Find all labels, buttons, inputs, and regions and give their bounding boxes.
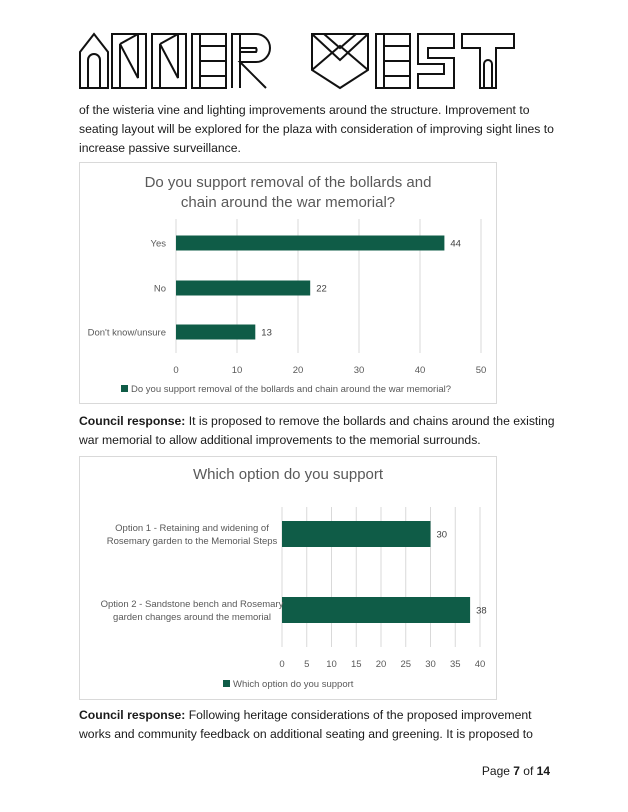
data-label: 44 xyxy=(450,238,461,250)
page-total: 14 xyxy=(536,764,550,778)
chart-title: Which option do you support xyxy=(192,466,384,483)
category-label: Rosemary garden to the Memorial Steps xyxy=(106,536,278,547)
x-tick-label: 35 xyxy=(449,659,461,670)
chart-title: chain around the war memorial? xyxy=(180,194,396,211)
council-response-2 xyxy=(79,706,559,744)
council-response-1 xyxy=(79,412,559,450)
category-label: garden changes around the memorial xyxy=(113,612,271,623)
council-response-text: Following heritage considerations of the proposed improvement works and community feedback on additional seating and greening. It is proposed to xyxy=(79,708,533,741)
bar xyxy=(176,325,255,340)
x-tick-label: 20 xyxy=(292,365,304,376)
page-current: 7 xyxy=(513,764,520,778)
x-tick-label: 30 xyxy=(425,659,436,670)
x-tick-label: 10 xyxy=(326,659,337,670)
bar xyxy=(282,597,470,623)
council-response-label: Council response: xyxy=(79,414,186,428)
inner-west-logo xyxy=(78,30,518,90)
data-label: 22 xyxy=(316,283,327,295)
intro-paragraph: of the wisteria vine and lighting improvements around the structure. Improvement to seating layout will be explored for the plaza with consideration of improving sight lines to increase passive surveillance. xyxy=(79,103,554,155)
bollards-chart-svg xyxy=(80,163,496,403)
bar xyxy=(282,521,431,547)
chart-bollards-removal xyxy=(79,162,497,404)
page-sep: of xyxy=(519,764,537,778)
council-response-text: It is proposed to remove the bollards and chains around the existing war memorial to allow additional improvements to the memorial surrounds. xyxy=(79,414,555,447)
x-tick-label: 40 xyxy=(414,365,426,376)
x-tick-label: 50 xyxy=(475,365,487,376)
x-tick-label: 15 xyxy=(350,659,362,670)
category-label: No xyxy=(153,283,166,295)
legend-label: Which option do you support xyxy=(233,679,354,690)
legend-swatch xyxy=(223,680,230,687)
legend-label: Do you support removal of the bollards and chain around the war memorial? xyxy=(131,384,452,395)
x-tick-label: 20 xyxy=(375,659,387,670)
x-tick-label: 40 xyxy=(474,659,486,670)
bar xyxy=(176,236,444,251)
x-tick-label: 10 xyxy=(231,365,243,376)
x-tick-label: 30 xyxy=(353,365,365,376)
chart-title: Do you support removal of the bollards and xyxy=(144,174,432,191)
x-tick-label: 0 xyxy=(279,659,285,670)
page-number xyxy=(482,764,550,778)
option-chart-svg xyxy=(80,457,496,699)
x-tick-label: 25 xyxy=(400,659,412,670)
council-response-label: Council response: xyxy=(79,708,186,722)
category-label: Option 1 - Retaining and widening of xyxy=(115,523,269,534)
data-label: 13 xyxy=(261,327,272,339)
chart-option-support xyxy=(79,456,497,700)
bar xyxy=(176,281,310,296)
x-tick-label: 5 xyxy=(304,659,310,670)
x-tick-label: 0 xyxy=(173,365,179,376)
data-label: 38 xyxy=(476,605,487,617)
category-label: Yes xyxy=(150,238,166,250)
legend-swatch xyxy=(121,385,128,392)
data-label: 30 xyxy=(436,529,448,541)
category-label: Don't know/unsure xyxy=(87,327,166,339)
category-label: Option 2 - Sandstone bench and Rosemary xyxy=(100,599,284,610)
page-prefix: Page xyxy=(481,764,514,778)
